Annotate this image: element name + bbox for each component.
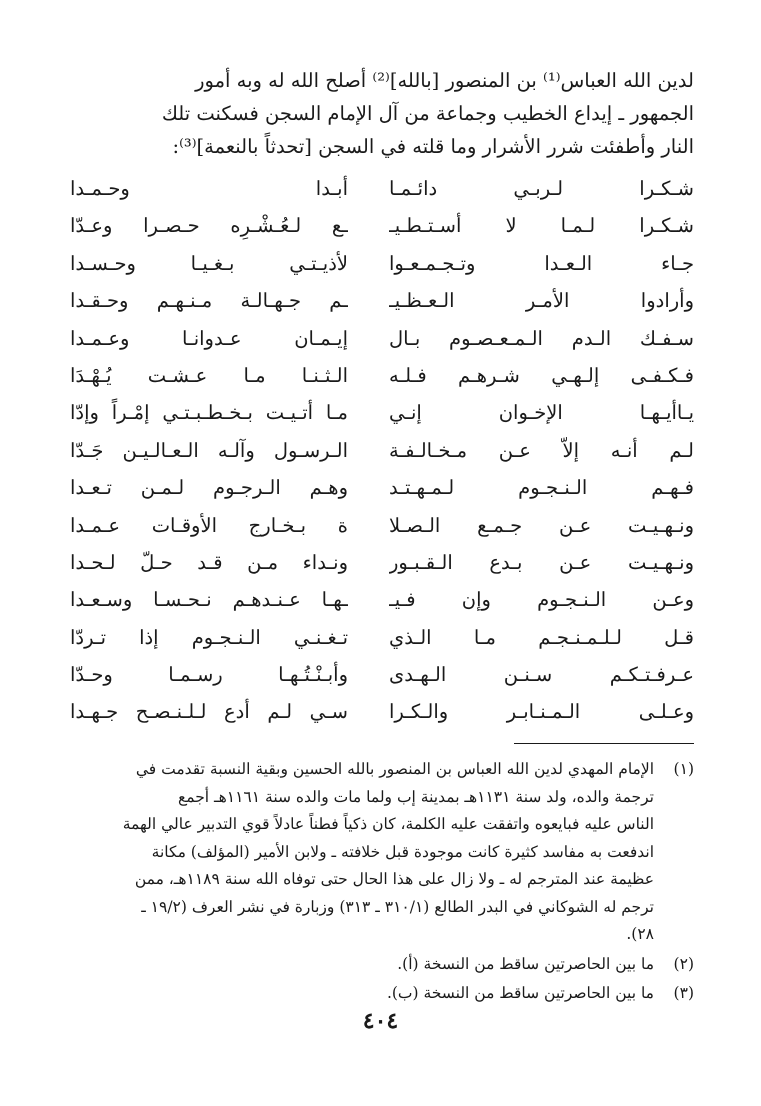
footnote-number: (٢) [673, 954, 694, 973]
footnotes [70, 756, 694, 1010]
verse-second-hemistich: ـهـا عـنـدهـم نـحـسـا وسـعـدا [70, 588, 348, 612]
verse-second-hemistich: تـغـنـي الـنـجـوم إذا تـردّا [70, 625, 348, 649]
footnote-line: الناس عليه فبايعوه واتفقت عليه الكلمة، كان ذكياً فطناً عادلاً قوي التدبير عالي الهمة [122, 815, 654, 833]
footnote-separator [514, 743, 694, 744]
verse-second-hemistich: الـثـنـا مـا عـشـت يُـهْـدَا [70, 363, 348, 387]
intro-line: لدين الله العباس⁽¹⁾ بن المنصور [بالله]⁽²⁾ أصلح الله له وبه أمور [195, 69, 694, 92]
verse-first-hemistich: ونـهـيـت عـن جـمـع الـصـلا [389, 513, 694, 537]
verse-first-hemistich: وأرادوا الأمـر الـعـظـيـ [389, 289, 694, 313]
poem-verse [70, 207, 694, 244]
verse-second-hemistich: سـي لـم أدع لـلـنـصـح جـهـدا [70, 700, 348, 724]
poem-verse [70, 394, 694, 431]
intro-paragraph [70, 64, 694, 163]
verse-second-hemistich: أبـدا وحـمـدا [70, 177, 348, 200]
page-number: ٤٠٤ [362, 1008, 399, 1034]
verse-first-hemistich: شـكـرا لـربـي دائـمـا [389, 177, 694, 200]
footnote-line: ما بين الحاصرتين ساقط من النسخة (أ). [397, 954, 654, 973]
footnote-number: (١) [673, 760, 694, 778]
poem-verse [70, 245, 694, 282]
verse-second-hemistich: لأذيـتـي بـغـيـا وحـسـدا [70, 251, 348, 275]
poem-verse [70, 507, 694, 544]
footnote-line: اندفعت به مفاسد كثيرة كانت موجودة قبل خلافته ـ ولابن الأمير (المؤلف) مكانة [151, 842, 654, 861]
poem-verse [70, 357, 694, 394]
poem-verse [70, 581, 694, 618]
verse-first-hemistich: وعـن الـنـجـوم وإن فـيـ [389, 588, 694, 612]
poem-verse [70, 656, 694, 693]
verse-second-hemistich: مـا أتـيـت بـخـطـبـتـي إمْـراً وإدّا [70, 401, 348, 425]
poem-verse [70, 544, 694, 581]
verse-first-hemistich: جـاء الـعـدا وتـجـمـعـوا [389, 251, 694, 275]
footnote [70, 756, 694, 949]
verse-second-hemistich: وأبـنْـتُـهـا رسـمـا وحـدّا [70, 663, 348, 687]
poem-verse [70, 469, 694, 506]
footnote-number: (٣) [673, 984, 694, 1002]
intro-line: الجمهور ـ إيداع الخطيب وجماعة من آل الإمام السجن فسكنت تلك [161, 102, 694, 125]
verse-second-hemistich: ة بـخـارج الأوقـات عـمـدا [70, 513, 348, 537]
verse-second-hemistich: وهـم الـرجـوم لـمـن تـعـدا [70, 476, 348, 500]
intro-line: النار وأطفئت شرر الأشرار وما قلته في السجن [تحدثاً بالنعمة]⁽³⁾: [172, 135, 694, 158]
poem-verse [70, 282, 694, 319]
footnote [70, 980, 694, 1008]
verse-second-hemistich: إيـمـان عـدوانـا وعـمـدا [70, 326, 348, 350]
verse-first-hemistich: وعـلـى الـمـنـابـر والـكـرا [389, 700, 694, 724]
footnote [70, 951, 694, 979]
verse-second-hemistich: ونـداء مـن قـد حـلّ لـحـدا [70, 550, 348, 574]
footnote-line: ترجم له الشوكاني في البدر الطالع (٣١٠/١ ـ ٣١٣) وزبارة في نشر العرف (١٩/٢ ـ [141, 897, 654, 916]
verse-first-hemistich: شـكـرا لـمـا لا أسـتـطـيـ [389, 214, 694, 238]
verse-first-hemistich: لـم أنـه إلاّ عـن مـخـالـفـة [389, 438, 694, 462]
verse-first-hemistich: سـفـك الـدم الـمـعـصـوم بـال [389, 326, 694, 350]
verse-first-hemistich: فـكـفـى إلـهـي شـرهـم فـلـه [389, 363, 694, 387]
poem-verse [70, 320, 694, 357]
poem-verse [70, 170, 694, 207]
verse-first-hemistich: قـل لـلـمـنـجـم مـا الـذي [389, 625, 694, 649]
footnote-line: الإمام المهدي لدين الله العباس بن المنصور بالله الحسين وبقية النسبة تقدمت في [135, 760, 654, 778]
verse-first-hemistich: ونـهـيـت عـن بـدع الـقـبـور [389, 550, 694, 574]
footnote-line: عظيمة عند المترجم له ـ ولا زال على هذا الحال حتى توفاه الله سنة ١١٨٩هـ، ممن [134, 870, 654, 888]
footnote-line: ما بين الحاصرتين ساقط من النسخة (ب). [386, 984, 654, 1002]
verse-second-hemistich: الـرسـول وآلـه الـعـالـيـن جَـدّا [70, 438, 348, 462]
poem-verse [70, 619, 694, 656]
verse-first-hemistich: فـهـم الـنـجـوم لـمـهـتـد [389, 476, 694, 500]
poem [70, 170, 694, 731]
verse-first-hemistich: عـرفـتـكـم سـنـن الـهـدى [389, 663, 694, 687]
verse-second-hemistich: ـم جـهـالـة مـنـهـم وحـقـدا [70, 289, 348, 313]
footnote-line: ترجمة والده، ولد سنة ١١٣١هـ بمدينة إب ولما مات والده سنة ١١٦١هـ أجمع [178, 787, 654, 806]
poem-verse [70, 693, 694, 730]
verse-second-hemistich: ـع لـعُـشْـرِه حـصـرا وعـدّا [70, 214, 348, 238]
poem-verse [70, 432, 694, 469]
footnote-line: ٢٨). [626, 925, 654, 943]
verse-first-hemistich: يـاأيـهـا الإخـوان إنـي [389, 401, 694, 425]
